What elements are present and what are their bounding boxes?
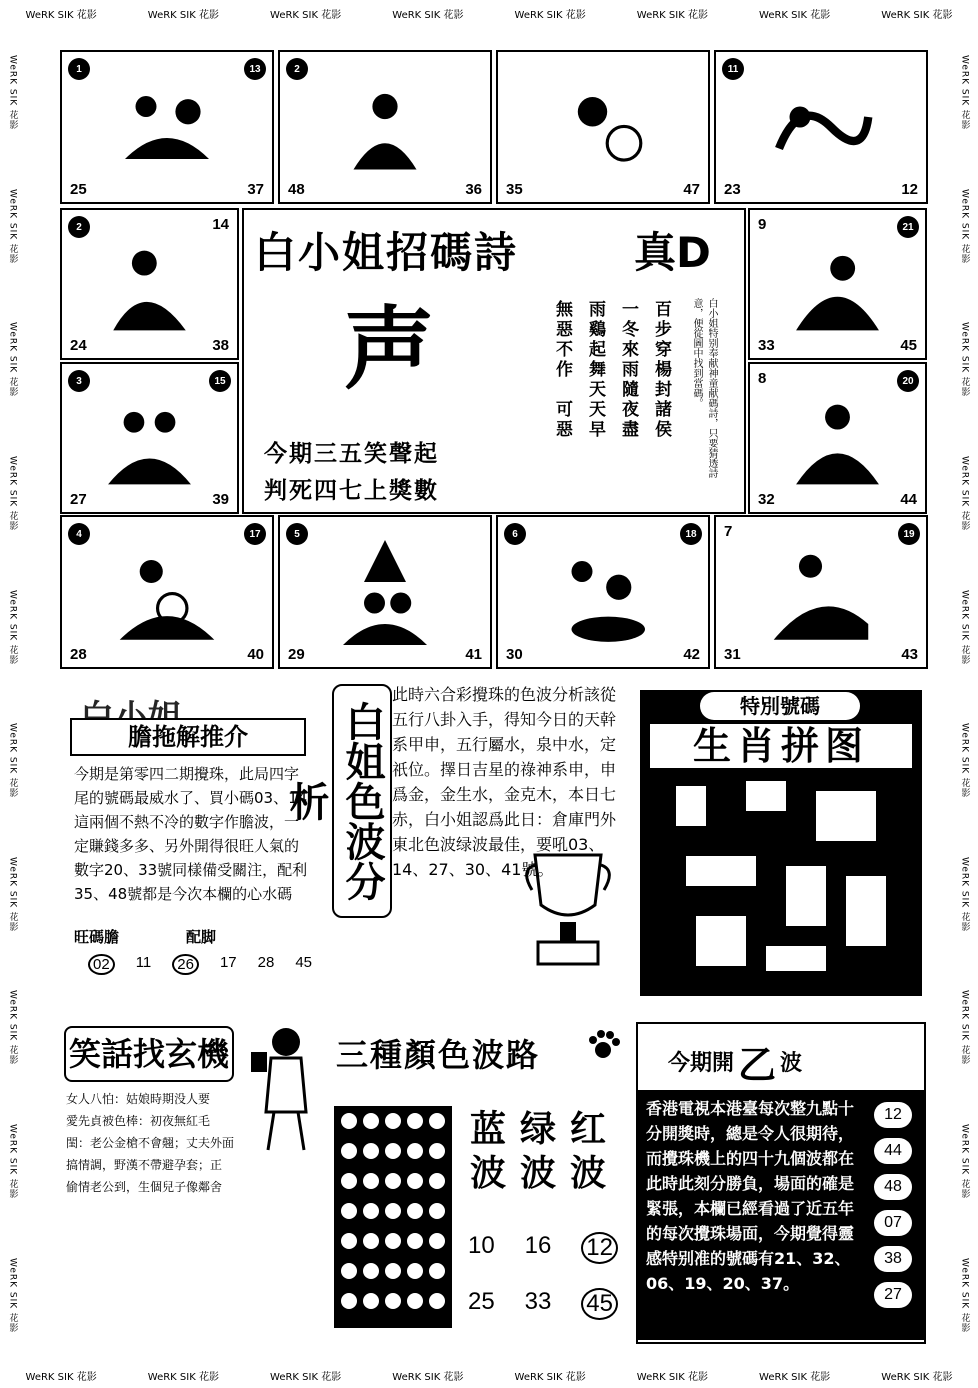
panel-title: 笑話找玄機: [64, 1026, 234, 1082]
wave-number: 45: [581, 1288, 618, 1320]
panel-title: [668, 1034, 802, 1089]
cell-number: 48: [288, 181, 305, 198]
border-motif: WeRK SIK 花影: [7, 589, 18, 665]
cell-number: 9: [758, 216, 767, 233]
children-illustration-icon: [104, 540, 230, 645]
poem-note: 白小姐特别奉献神童献碼詩，只要猜透詩意，便從圖中找到當碼。: [691, 298, 717, 478]
panel-title-suffix: 真D: [634, 228, 711, 277]
pixel-puzzle-icon: [666, 776, 896, 976]
lucky-number: 02: [88, 954, 115, 975]
border-motif: WeRK SIK 花影: [636, 1371, 708, 1383]
lucky-ball: 48: [874, 1174, 912, 1200]
border-motif: WeRK SIK 花影: [959, 322, 970, 398]
number-badge: 5: [286, 523, 308, 545]
border-motif: WeRK SIK 花影: [392, 9, 464, 21]
number-badge: 19: [898, 523, 920, 545]
cell-number: 14: [212, 216, 229, 233]
cell-number: 42: [683, 646, 700, 663]
border-motif: WeRK SIK 花影: [7, 856, 18, 932]
number-badge: 2: [68, 216, 90, 238]
cell-number: 24: [70, 337, 87, 354]
cell-number: 41: [465, 646, 482, 663]
number-badge: 1: [68, 58, 90, 80]
border-motif: WeRK SIK 花影: [7, 990, 18, 1066]
children-illustration-icon: [540, 540, 666, 645]
child-illustration-icon: [104, 75, 230, 180]
poem-line: 一冬來雨隨夜盡: [618, 300, 638, 440]
border-motif: WeRK SIK 花影: [959, 1257, 970, 1333]
picture-cell: [748, 362, 927, 514]
blue-wave-label: 蓝波: [469, 1109, 506, 1194]
child-illustration-icon: [97, 232, 202, 336]
border-motif: WeRK SIK 花影: [25, 9, 97, 21]
lucky-number: 28: [257, 954, 275, 971]
border-motif: WeRK SIK 花影: [959, 1124, 970, 1200]
border-motif: WeRK SIK 花影: [25, 1371, 97, 1383]
green-wave-label: 绿波: [519, 1109, 556, 1194]
title-prefix: 今期開: [668, 1050, 735, 1076]
border-motif: WeRK SIK 花影: [959, 723, 970, 799]
number-badge: 6: [504, 523, 526, 545]
ball-column: [866, 1102, 920, 1308]
lucky-ball: 12: [874, 1102, 912, 1128]
three-color-wave-panel: [330, 1022, 622, 1340]
verse-line: 今期三五笑聲起: [264, 440, 439, 467]
cell-number: 25: [70, 181, 87, 198]
picture-cell: [496, 50, 710, 204]
picture-cell: [60, 515, 274, 669]
panel-body: 今期是第零四二期攪珠，此局四字尾的號碼最威水了、買小碼03、14這兩個不熱不冷的數字作膽波，一定賺錢多多、另外開得很旺人氣的數字20、33號同樣備受關注，配利35、48號都是今次本欄的心水碼: [74, 765, 308, 903]
label-dan: 旺碼膽: [74, 928, 120, 946]
child-illustration-icon: [540, 75, 666, 180]
child-illustration-icon: [322, 75, 448, 180]
lucky-ball: 27: [874, 1282, 912, 1308]
joke-line: 偷情老公到，生個兒子像鄰舍: [66, 1180, 223, 1194]
right-border: [952, 26, 978, 1362]
cell-number: 43: [901, 646, 918, 663]
vertical-title: 白姐色波分析: [332, 684, 392, 918]
special-number-banner: 特別號碼: [700, 692, 860, 720]
picture-cell: [278, 515, 492, 669]
panel-subtitle: 膽拖解推介: [70, 718, 306, 756]
poem-line: 百步穿楊封諸侯: [651, 300, 671, 440]
border-motif: WeRK SIK 花影: [7, 322, 18, 398]
picture-cell: [60, 50, 274, 204]
picture-cell: [278, 50, 492, 204]
top-border: [0, 0, 978, 26]
number-badge: 17: [244, 523, 266, 545]
child-illustration-icon: [785, 232, 890, 336]
border-motif: WeRK SIK 花影: [7, 55, 18, 131]
cell-number: 40: [247, 646, 264, 663]
joke-text: [66, 1088, 314, 1198]
cell-number: 31: [724, 646, 741, 663]
child-ox-illustration-icon: [758, 540, 884, 645]
picture-cell: [60, 362, 239, 514]
border-motif: WeRK SIK 花影: [514, 1371, 586, 1383]
lucky-number: 45: [295, 954, 313, 971]
number-badge: 4: [68, 523, 90, 545]
border-motif: WeRK SIK 花影: [7, 723, 18, 799]
cell-number: 47: [683, 181, 700, 198]
trophy-icon: [520, 850, 616, 970]
wave-number: 33: [524, 1288, 552, 1315]
cell-number: 23: [724, 181, 741, 198]
lucky-number: 11: [135, 954, 152, 971]
child-illustration-icon: [785, 386, 890, 490]
cell-number: 39: [212, 491, 229, 508]
dragon-illustration-icon: [758, 75, 884, 180]
wave-number: 12: [581, 1232, 618, 1264]
title-wave-char: 乙: [738, 1042, 777, 1087]
border-motif: WeRK SIK 花影: [959, 856, 970, 932]
border-motif: WeRK SIK 花影: [7, 1257, 18, 1333]
border-motif: WeRK SIK 花影: [270, 1371, 342, 1383]
left-border: [0, 26, 26, 1362]
lucky-number: 17: [219, 954, 237, 971]
border-motif: WeRK SIK 花影: [7, 1124, 18, 1200]
puzzle-title: 生肖拼图: [650, 724, 912, 768]
border-motif: WeRK SIK 花影: [147, 9, 219, 21]
zodiac-puzzle-panel: [640, 690, 922, 996]
panel-title: 白小姐招碼詩: [254, 228, 519, 277]
cell-number: 44: [900, 491, 917, 508]
border-motif: WeRK SIK 花影: [759, 1371, 831, 1383]
lucky-ball: 07: [874, 1210, 912, 1236]
poem-line: 雨鷄起舞天天早: [585, 300, 605, 440]
poem-line: 無惡不作 可惡: [552, 300, 572, 440]
picture-cell: [714, 50, 928, 204]
number-row: [468, 1288, 618, 1320]
cell-number: 38: [212, 337, 229, 354]
cell-number: 30: [506, 646, 523, 663]
red-wave-label: 红波: [569, 1109, 606, 1194]
panel-body: 此時六合彩攪珠的色波分析該從五行八卦入手，得知今日的天幹系甲申，五行屬水，泉中水，定祇位。擇日吉星的祿神系申，申爲金，金生水，金克木，本日七赤，白小姐認爲此日：倉庫門外東北色波绿波最佳，要吼03、14、27、30、41號。: [392, 685, 617, 879]
cell-number: 12: [901, 181, 918, 198]
border-motif: WeRK SIK 花影: [959, 188, 970, 264]
border-motif: WeRK SIK 花影: [959, 456, 970, 532]
border-motif: WeRK SIK 花影: [881, 9, 953, 21]
number-badge: 3: [68, 370, 90, 392]
number-row: [468, 1232, 618, 1264]
cell-number: 28: [70, 646, 87, 663]
panel-body: 香港電視本港臺每次整九點十分開獎時，總是令人很期待，而攪珠機上的四十九個波都在此時此刻分勝負，場面的確是緊張，本欄已經看過了近五年的每次攪珠場面，今期覺得靈感特别准的號碼有21、32、06、19、20、37。: [646, 1099, 855, 1293]
picture-cell: [60, 208, 239, 360]
cell-number: 32: [758, 491, 775, 508]
draw-wave-panel: [636, 1022, 926, 1344]
lucky-ball: 38: [874, 1246, 912, 1272]
label-pei: 配脚: [186, 928, 217, 946]
number-badge: 11: [722, 58, 744, 80]
lucky-number: 26: [172, 954, 199, 975]
joke-panel: [60, 1022, 318, 1322]
border-motif: WeRK SIK 花影: [147, 1371, 219, 1383]
border-motif: WeRK SIK 花影: [7, 456, 18, 532]
hint-character: 声: [344, 297, 434, 402]
verse-line: 判死四七上獎數: [264, 477, 439, 504]
bottom-border: [0, 1362, 978, 1388]
center-poem-panel: [242, 208, 746, 514]
picture-cell: [496, 515, 710, 669]
joke-line: 搞情調，野漢不帶避孕套；正: [66, 1158, 223, 1172]
number-badge: 13: [244, 58, 266, 80]
lucky-ball: 44: [874, 1138, 912, 1164]
picture-cell: [748, 208, 927, 360]
border-motif: WeRK SIK 花影: [959, 990, 970, 1066]
cell-number: 35: [506, 181, 523, 198]
number-badge: 21: [897, 216, 919, 238]
cell-number: 7: [724, 523, 733, 540]
border-motif: WeRK SIK 花影: [959, 55, 970, 131]
paw-icon: [586, 1028, 620, 1062]
border-motif: WeRK SIK 花影: [759, 9, 831, 21]
cell-number: 37: [247, 181, 264, 198]
children-illustration-icon: [97, 386, 202, 490]
panel-title: 三種顏色波路: [336, 1036, 541, 1074]
joke-line: 閨：老公金槍不會翹；丈夫外面: [66, 1136, 235, 1150]
number-badge: 20: [897, 370, 919, 392]
cell-number: 33: [758, 337, 775, 354]
number-badge: 15: [209, 370, 231, 392]
wave-number: 25: [468, 1288, 495, 1315]
dan-tuo-panel: [60, 690, 318, 990]
wave-number: 10: [468, 1232, 495, 1259]
ball-grid-icon: [334, 1106, 452, 1328]
joke-line: 女人八怕：姑娘時期没人要: [66, 1092, 211, 1106]
cell-number: 27: [70, 491, 87, 508]
border-motif: WeRK SIK 花影: [959, 589, 970, 665]
title-suffix: 波: [780, 1050, 803, 1076]
border-motif: WeRK SIK 花影: [270, 9, 342, 21]
border-motif: WeRK SIK 花影: [7, 188, 18, 264]
border-motif: WeRK SIK 花影: [392, 1371, 464, 1383]
number-badge: 2: [286, 58, 308, 80]
number-badge: 18: [680, 523, 702, 545]
cell-number: 29: [288, 646, 305, 663]
cell-number: 8: [758, 370, 767, 387]
border-motif: WeRK SIK 花影: [636, 9, 708, 21]
border-motif: WeRK SIK 花影: [514, 9, 586, 21]
picture-cell: [714, 515, 928, 669]
joke-line: 愛先貞被色棒：初夜無紅毛: [66, 1114, 211, 1128]
cell-number: 45: [900, 337, 917, 354]
border-motif: WeRK SIK 花影: [881, 1371, 953, 1383]
children-illustration-icon: [322, 540, 448, 645]
wave-number: 16: [524, 1232, 552, 1259]
number-row: [88, 954, 312, 975]
cell-number: 36: [465, 181, 482, 198]
